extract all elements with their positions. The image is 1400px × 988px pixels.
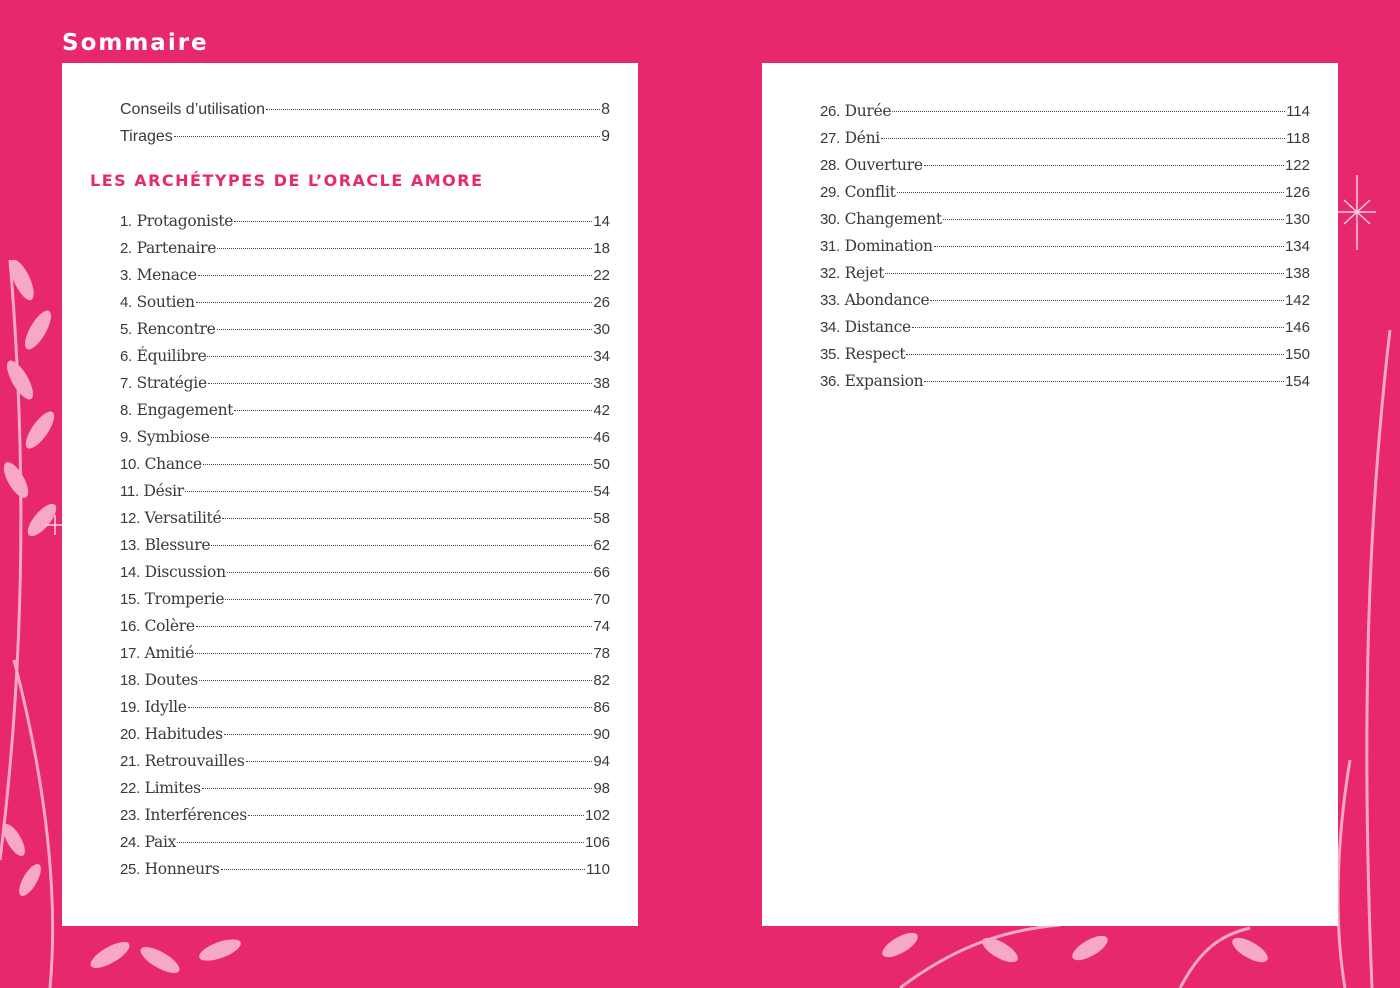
toc-entry-number: 36. bbox=[820, 373, 840, 390]
toc-entry-page: 86 bbox=[593, 699, 610, 716]
toc-entry-label bbox=[120, 777, 201, 800]
toc-entry-label bbox=[120, 642, 194, 665]
toc-entry[interactable] bbox=[120, 534, 610, 556]
toc-entry-label bbox=[120, 345, 206, 368]
left-page bbox=[62, 63, 638, 926]
toc-entry-label bbox=[120, 696, 187, 719]
toc-entry-label bbox=[820, 316, 911, 339]
toc-entry-page: 114 bbox=[1286, 103, 1310, 120]
toc-entry-number: 25. bbox=[120, 861, 140, 878]
toc-entry-number: 1. bbox=[120, 213, 132, 230]
toc-entry-number: 15. bbox=[120, 591, 140, 608]
toc-entry-page: 34 bbox=[593, 348, 610, 365]
toc-entry-page: 94 bbox=[593, 753, 610, 770]
right-page bbox=[762, 63, 1338, 926]
toc-entry-title: Limites bbox=[144, 779, 201, 797]
toc-entry-number: 12. bbox=[120, 510, 140, 527]
toc-entry-title: Chance bbox=[144, 455, 202, 473]
toc-entry-title: Discussion bbox=[144, 563, 226, 581]
toc-entry-title: Respect bbox=[844, 345, 906, 363]
toc-entry[interactable] bbox=[120, 777, 610, 799]
toc-entry-label bbox=[120, 615, 195, 638]
dot-leader bbox=[202, 788, 593, 789]
toc-entry-number: 4. bbox=[120, 294, 132, 311]
toc-entry-label bbox=[820, 343, 905, 366]
toc-entry[interactable] bbox=[120, 858, 610, 880]
dot-leader bbox=[885, 273, 1284, 274]
toc-entry-page: 138 bbox=[1284, 265, 1310, 282]
toc-entry-page: 74 bbox=[593, 618, 610, 635]
toc-entry-title: Équilibre bbox=[136, 347, 207, 365]
toc-entry-title: Conflit bbox=[844, 183, 896, 201]
dot-leader bbox=[195, 653, 592, 654]
toc-entry-label bbox=[120, 291, 195, 314]
toc-entry-label bbox=[120, 831, 176, 854]
toc-entry-label bbox=[820, 235, 933, 258]
toc-entry-title: Honneurs bbox=[144, 860, 220, 878]
toc-entry-page: 26 bbox=[593, 294, 610, 311]
toc-entry-label bbox=[120, 210, 233, 233]
toc-entry-number: 32. bbox=[820, 265, 840, 282]
toc-entry-label bbox=[120, 399, 233, 422]
dot-leader bbox=[934, 246, 1284, 247]
toc-entry-title: Domination bbox=[844, 237, 933, 255]
toc-entry-number: 34. bbox=[820, 319, 840, 336]
toc-entry-title: Rencontre bbox=[136, 320, 216, 338]
toc-entry-label bbox=[120, 507, 221, 530]
toc-entry-label bbox=[120, 237, 216, 260]
dot-leader bbox=[208, 383, 592, 384]
dot-leader bbox=[217, 248, 592, 249]
toc-entry-number: 5. bbox=[120, 321, 132, 338]
toc-entry-number: 29. bbox=[820, 184, 840, 201]
dot-leader bbox=[203, 464, 593, 465]
toc-entry[interactable] bbox=[120, 561, 610, 583]
toc-entry-page: 90 bbox=[593, 726, 610, 743]
toc-entry[interactable] bbox=[120, 723, 610, 745]
toc-entry-number: 28. bbox=[820, 157, 840, 174]
toc-entry-number: 10. bbox=[120, 456, 140, 473]
toc-entry-number: 6. bbox=[120, 348, 132, 365]
toc-entry-number: 31. bbox=[820, 238, 840, 255]
toc-entry-label bbox=[820, 370, 923, 393]
toc-entry-page: 9 bbox=[601, 128, 610, 145]
toc-entry-number: 35. bbox=[820, 346, 840, 363]
toc-entry-page: 46 bbox=[593, 429, 610, 446]
dot-leader bbox=[211, 545, 592, 546]
toc-entry[interactable] bbox=[820, 100, 1310, 122]
toc-entry[interactable] bbox=[120, 126, 610, 148]
dot-leader bbox=[225, 599, 592, 600]
toc-entry[interactable] bbox=[120, 804, 610, 826]
dot-leader bbox=[892, 111, 1285, 112]
toc-entry-page: 102 bbox=[584, 807, 610, 824]
toc-entry-label bbox=[120, 126, 173, 148]
toc-entry[interactable] bbox=[120, 399, 610, 421]
toc-entry-title: Engagement bbox=[136, 401, 234, 419]
dot-leader bbox=[924, 165, 1284, 166]
toc-entry-title: Tromperie bbox=[144, 590, 225, 608]
dot-leader bbox=[906, 354, 1284, 355]
dot-leader bbox=[207, 356, 592, 357]
toc-entry-page: 78 bbox=[593, 645, 610, 662]
dot-leader bbox=[211, 437, 593, 438]
toc-entry[interactable] bbox=[120, 453, 610, 475]
toc-entry-number: 22. bbox=[120, 780, 140, 797]
toc-entry-title: Habitudes bbox=[144, 725, 223, 743]
dot-leader bbox=[222, 518, 592, 519]
toc-entry-title: Symbiose bbox=[136, 428, 210, 446]
toc-entry-number: 3. bbox=[120, 267, 132, 284]
toc-entry-label bbox=[120, 480, 184, 503]
toc-entry-label bbox=[120, 453, 202, 476]
toc-entry-page: 62 bbox=[593, 537, 610, 554]
toc-entry-label bbox=[820, 100, 891, 123]
toc-entry[interactable] bbox=[120, 426, 610, 448]
dot-leader bbox=[177, 842, 584, 843]
dot-leader bbox=[924, 381, 1284, 382]
toc-entry-number: 16. bbox=[120, 618, 140, 635]
toc-entry[interactable] bbox=[120, 750, 610, 772]
dot-leader bbox=[196, 302, 593, 303]
toc-entry[interactable] bbox=[820, 235, 1310, 257]
dot-leader bbox=[897, 192, 1284, 193]
toc-entry-page: 8 bbox=[601, 101, 610, 118]
toc-entry-number: 18. bbox=[120, 672, 140, 689]
dot-leader bbox=[881, 138, 1285, 139]
toc-entry-title: Paix bbox=[144, 833, 177, 851]
toc-entry-title: Changement bbox=[844, 210, 942, 228]
toc-entry-number: 7. bbox=[120, 375, 132, 392]
toc-entry-page: 110 bbox=[586, 861, 610, 878]
toc-entry-title: Blessure bbox=[144, 536, 211, 554]
toc-entry[interactable] bbox=[120, 507, 610, 529]
toc-entry-title: Protagoniste bbox=[136, 212, 234, 230]
toc-entry[interactable] bbox=[120, 372, 610, 394]
toc-entry-number: 19. bbox=[120, 699, 140, 716]
toc-entry-label bbox=[820, 154, 923, 177]
section-heading: LES ARCHÉTYPES DE L’ORACLE AMORE bbox=[90, 171, 484, 190]
toc-entry-page: 146 bbox=[1284, 319, 1310, 336]
dot-leader bbox=[217, 329, 593, 330]
dot-leader bbox=[196, 626, 593, 627]
toc-entry[interactable] bbox=[120, 615, 610, 637]
toc-entry-title: Idylle bbox=[144, 698, 187, 716]
toc-entry-label bbox=[120, 264, 197, 287]
toc-entry-label bbox=[120, 534, 210, 557]
toc-entry-title: Retrouvailles bbox=[144, 752, 245, 770]
toc-entry[interactable] bbox=[120, 318, 610, 340]
toc-entry-label bbox=[820, 181, 896, 204]
toc-entry-page: 38 bbox=[593, 375, 610, 392]
toc-entry-label bbox=[820, 127, 880, 150]
toc-entry-label bbox=[820, 289, 929, 312]
dot-leader bbox=[227, 572, 593, 573]
toc-entry-page: 82 bbox=[593, 672, 610, 689]
toc-entry-title: Amitié bbox=[144, 644, 195, 662]
dot-leader bbox=[224, 734, 593, 735]
toc-entry-page: 106 bbox=[584, 834, 610, 851]
toc-entry[interactable] bbox=[820, 289, 1310, 311]
toc-entry-title: Expansion bbox=[844, 372, 924, 390]
dot-leader bbox=[221, 869, 586, 870]
toc-entry-title: Durée bbox=[844, 102, 892, 120]
toc-entry[interactable] bbox=[820, 262, 1310, 284]
toc-entry[interactable] bbox=[120, 831, 610, 853]
toc-entry[interactable] bbox=[820, 208, 1310, 230]
toc-entry-page: 130 bbox=[1284, 211, 1310, 228]
dot-leader bbox=[234, 221, 592, 222]
toc-entry-page: 154 bbox=[1284, 373, 1310, 390]
toc-entry-number: 2. bbox=[120, 240, 132, 257]
toc-entry[interactable] bbox=[120, 99, 610, 121]
toc-entry-title: Distance bbox=[844, 318, 911, 336]
toc-entry-page: 66 bbox=[593, 564, 610, 581]
dot-leader bbox=[174, 136, 600, 137]
toc-entry-label bbox=[820, 208, 942, 231]
toc-entry[interactable] bbox=[120, 642, 610, 664]
toc-entry-page: 30 bbox=[593, 321, 610, 338]
toc-entry[interactable] bbox=[120, 291, 610, 313]
toc-entry-label bbox=[820, 262, 884, 285]
toc-entry[interactable] bbox=[820, 316, 1310, 338]
toc-entry-number: 11. bbox=[120, 483, 139, 500]
toc-entry[interactable] bbox=[120, 237, 610, 259]
dot-leader bbox=[266, 109, 600, 110]
toc-entry-number: 20. bbox=[120, 726, 140, 743]
toc-entry-title: Doutes bbox=[144, 671, 198, 689]
toc-entry[interactable] bbox=[820, 181, 1310, 203]
toc-entry-page: 58 bbox=[593, 510, 610, 527]
dot-leader bbox=[246, 761, 593, 762]
page-title: Sommaire bbox=[62, 30, 209, 56]
toc-entry[interactable] bbox=[120, 696, 610, 718]
toc-entry-number: 13. bbox=[120, 537, 140, 554]
dot-leader bbox=[912, 327, 1284, 328]
toc-entry-number: 26. bbox=[820, 103, 840, 120]
toc-entry-number: 17. bbox=[120, 645, 140, 662]
toc-entry-page: 18 bbox=[593, 240, 610, 257]
toc-entry-label bbox=[120, 99, 265, 121]
toc-entry-page: 54 bbox=[593, 483, 610, 500]
toc-entry-number: 9. bbox=[120, 429, 132, 446]
toc-entry-number: 21. bbox=[120, 753, 140, 770]
toc-entry-label bbox=[120, 723, 223, 746]
dot-leader bbox=[930, 300, 1284, 301]
toc-entry[interactable] bbox=[120, 480, 610, 502]
toc-entry-page: 70 bbox=[593, 591, 610, 608]
toc-entry-label bbox=[120, 318, 216, 341]
toc-entry[interactable] bbox=[820, 370, 1310, 392]
dot-leader bbox=[234, 410, 592, 411]
toc-entry[interactable] bbox=[120, 264, 610, 286]
toc-entry-title: Soutien bbox=[136, 293, 195, 311]
dot-leader bbox=[188, 707, 593, 708]
toc-entry-title: Déni bbox=[844, 129, 880, 147]
toc-entry-label bbox=[120, 750, 245, 773]
toc-entry-label bbox=[120, 561, 226, 584]
dot-leader bbox=[943, 219, 1284, 220]
toc-entry[interactable] bbox=[820, 127, 1310, 149]
toc-entry[interactable] bbox=[120, 588, 610, 610]
toc-entry-title: Abondance bbox=[844, 291, 930, 309]
toc-entry-label bbox=[120, 426, 210, 449]
toc-entry-page: 98 bbox=[593, 780, 610, 797]
toc-entry-page: 22 bbox=[593, 267, 610, 284]
toc-entry[interactable] bbox=[120, 210, 610, 232]
toc-entry-number: 24. bbox=[120, 834, 140, 851]
toc-entry-label bbox=[120, 588, 224, 611]
toc-entry-page: 42 bbox=[593, 402, 610, 419]
toc-entry-label bbox=[120, 858, 220, 881]
dot-leader bbox=[248, 815, 584, 816]
toc-entry-title: Interférences bbox=[144, 806, 247, 824]
toc-entry-page: 118 bbox=[1286, 130, 1310, 147]
toc-entry[interactable] bbox=[120, 669, 610, 691]
toc-entry[interactable] bbox=[820, 343, 1310, 365]
toc-entry-title: Partenaire bbox=[136, 239, 217, 257]
toc-entry-number: 8. bbox=[120, 402, 132, 419]
toc-entry-page: 50 bbox=[593, 456, 610, 473]
toc-entry-title: Colère bbox=[144, 617, 195, 635]
toc-entry-title: Menace bbox=[136, 266, 197, 284]
toc-entry-label bbox=[120, 372, 207, 395]
toc-entry-number: 27. bbox=[820, 130, 840, 147]
toc-entry-title: Ouverture bbox=[844, 156, 923, 174]
toc-entry-title: Versatilité bbox=[144, 509, 222, 527]
toc-entry-title: Désir bbox=[143, 482, 184, 500]
dot-leader bbox=[185, 491, 592, 492]
toc-entry-title: Tirages bbox=[120, 128, 173, 145]
toc-entry-number: 23. bbox=[120, 807, 140, 824]
toc-entry-label bbox=[120, 669, 198, 692]
toc-entry-label bbox=[120, 804, 247, 827]
toc-entry-page: 142 bbox=[1284, 292, 1310, 309]
toc-entry-title: Conseils d’utilisation bbox=[120, 101, 265, 118]
toc-entry-title: Stratégie bbox=[136, 374, 207, 392]
toc-entry-number: 30. bbox=[820, 211, 840, 228]
toc-entry-page: 126 bbox=[1284, 184, 1310, 201]
dot-leader bbox=[199, 680, 592, 681]
toc-entry-page: 134 bbox=[1284, 238, 1310, 255]
toc-entry[interactable] bbox=[120, 345, 610, 367]
toc-entry-page: 150 bbox=[1284, 346, 1310, 363]
toc-entry[interactable] bbox=[820, 154, 1310, 176]
dot-leader bbox=[198, 275, 592, 276]
toc-entry-number: 14. bbox=[120, 564, 140, 581]
toc-entry-page: 122 bbox=[1284, 157, 1310, 174]
toc-entry-page: 14 bbox=[593, 213, 610, 230]
toc-entry-title: Rejet bbox=[844, 264, 885, 282]
toc-entry-number: 33. bbox=[820, 292, 840, 309]
